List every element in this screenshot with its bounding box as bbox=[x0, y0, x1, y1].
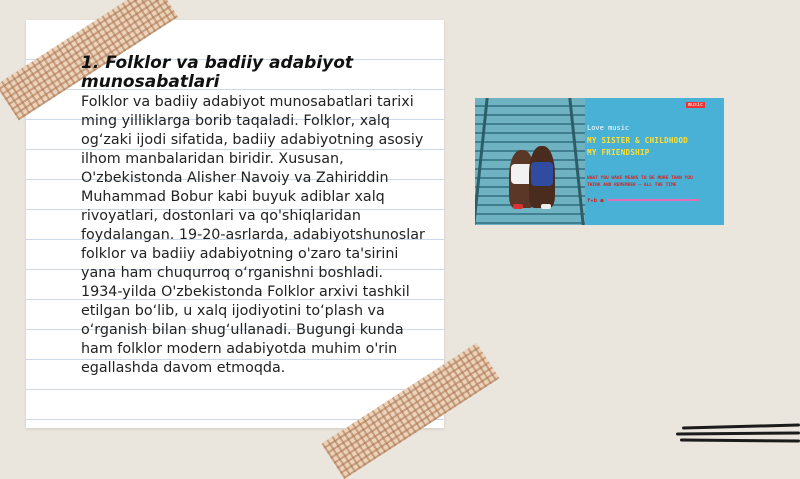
thumbnail-link-bar bbox=[607, 199, 699, 201]
thumbnail-red-line: THINK AND REMEMBER — ALL THE TIME bbox=[587, 183, 677, 188]
thumbnail-logo: music bbox=[688, 102, 704, 108]
thumbnail-headline: MY FRIENDSHIP bbox=[587, 148, 650, 157]
stair-rail-left bbox=[475, 98, 489, 225]
person-shirt bbox=[531, 162, 553, 186]
shoe bbox=[513, 204, 523, 209]
decorative-stroke bbox=[676, 431, 800, 435]
thumbnail-image bbox=[475, 98, 724, 225]
stair-rail-right bbox=[568, 98, 584, 225]
thumbnail-headline: MY SISTER & CHILDHOOD bbox=[587, 136, 689, 145]
thumbnail-kicker: Love music bbox=[587, 124, 630, 132]
stairs-illustration bbox=[475, 98, 585, 225]
thumbnail-red-line: WHAT YOU HAVE MEANS TO BE MORE THAN YOU bbox=[587, 176, 693, 181]
decorative-stroke bbox=[682, 423, 800, 429]
shoe bbox=[541, 204, 551, 209]
decorative-stroke bbox=[680, 438, 800, 442]
slide-title: 1. Folklor va badiiy adabiyot munosabatlari bbox=[81, 53, 354, 92]
thumbnail-footer-label: f★b ● bbox=[587, 198, 604, 204]
slide-body-text: Folklor va badiiy adabiyot munosabatlari tarixi ming yilliklarga borib taqaladi. Folklor, xalq og‘zaki ijodi sifatida, badiiy adabiyotning asosiy ilhom manbalaridan biridir. Xususan, O'zbekistonda Alisher Navoiy va Zahiriddin Muhammad Bobur kabi buyuk adiblar xalq rivoyatlari, dostonlari va qo'shiqlaridan foydalangan. 19-20-asrlarda, adabiyotshunoslar folklor va badiiy adabiyotning o'zaro ta'sirini yana ham chuqurroq o‘rganishni boshladi. 1934-yilda O'zbekistonda Folklor arxivi tashkil etilgan bo‘lib, u xalq ijodiyotini to‘plash va o‘rganish bilan shug‘ullanadi. Bugungi kunda ham folklor modern adabiyotda muhim o'rin egallashda davom etmoqda. bbox=[81, 94, 425, 376]
